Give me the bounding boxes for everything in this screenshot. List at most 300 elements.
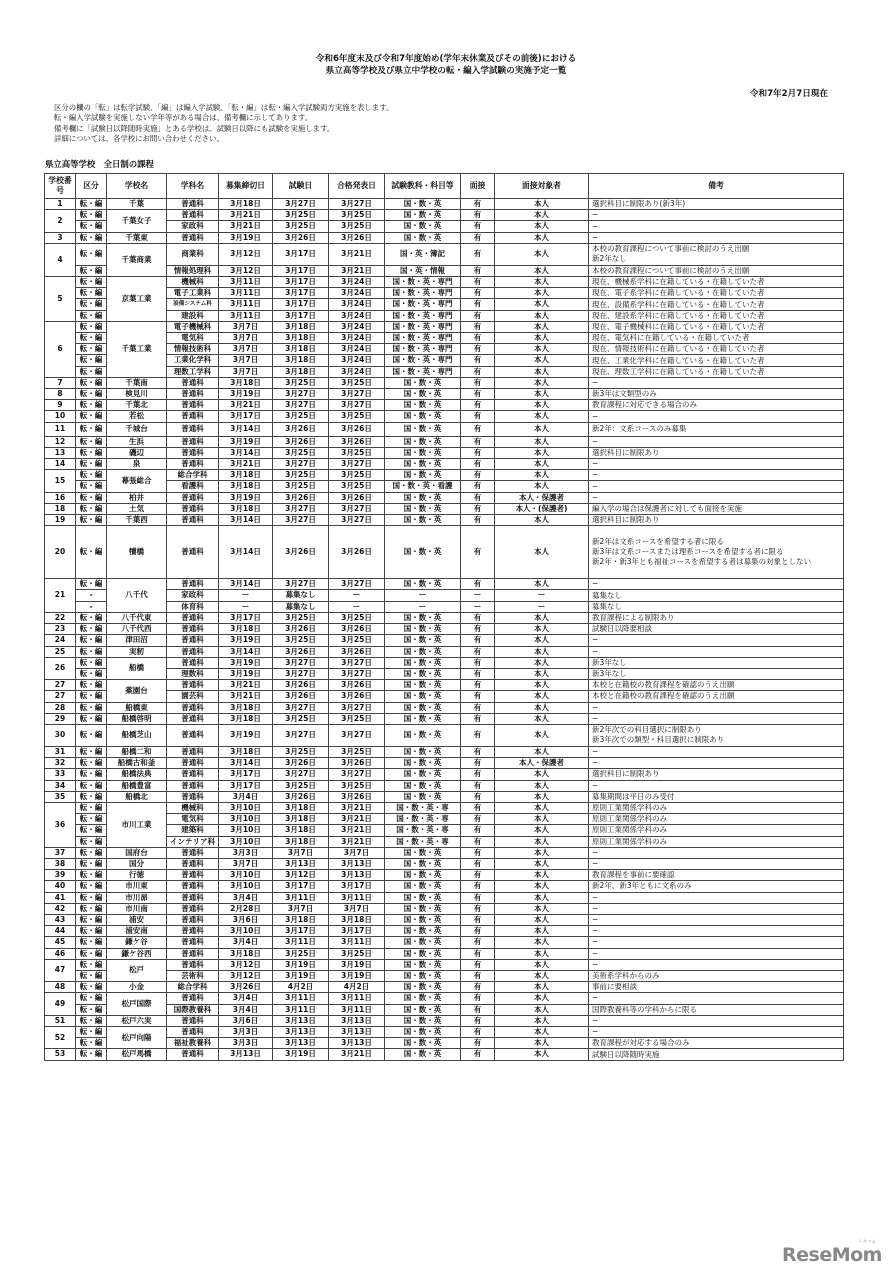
remarks: − <box>589 926 844 937</box>
subjects: 国・数・英 <box>385 411 461 422</box>
table-row <box>45 948 844 959</box>
deadline: 2月28日 <box>219 903 273 914</box>
school-name: 松戸向陽 <box>107 1027 167 1049</box>
kubun: 転・編 <box>76 657 107 668</box>
deadline: 3月4日 <box>219 937 273 948</box>
school-name: 松戸馬橋 <box>107 1049 167 1060</box>
exam: 募集なし <box>273 590 329 601</box>
interviewee: 本人 <box>495 243 589 265</box>
school-name: 鎌ケ谷 <box>107 937 167 948</box>
kubun: 転・編 <box>76 959 107 970</box>
interviewee: 本人 <box>495 903 589 914</box>
department: 機械科 <box>167 802 219 813</box>
deadline: 3月7日 <box>219 366 273 377</box>
remarks: 教育課程に対応できる場合のみ <box>589 400 844 411</box>
deadline: 3月12日 <box>219 970 273 981</box>
result: 3月21日 <box>329 1049 385 1060</box>
school-name: 小金 <box>107 982 167 993</box>
interviewee: 本人 <box>495 1027 589 1038</box>
interview: 有 <box>461 746 495 757</box>
table-row <box>45 982 844 993</box>
deadline: 3月18日 <box>219 470 273 481</box>
table-row <box>45 635 844 646</box>
interview: 有 <box>461 355 495 366</box>
department: 普通科 <box>167 389 219 400</box>
interview: 有 <box>461 769 495 780</box>
department: 国際教養科 <box>167 1004 219 1015</box>
interviewee: 本人 <box>495 635 589 646</box>
remarks: 募集なし <box>589 590 844 601</box>
subjects: 国・数・英 <box>385 926 461 937</box>
kubun: 転・編 <box>76 470 107 481</box>
subjects: 国・数・英 <box>385 982 461 993</box>
result: 3月26日 <box>329 758 385 769</box>
interviewee: 本人 <box>495 422 589 436</box>
interviewee: 本人 <box>495 724 589 746</box>
interview: 有 <box>461 657 495 668</box>
deadline: 3月19日 <box>219 389 273 400</box>
kubun: - <box>76 590 107 601</box>
subjects: 国・数・英 <box>385 691 461 702</box>
school-number: 16 <box>45 492 76 503</box>
school-name: 津田沼 <box>107 635 167 646</box>
note-line: 詳細については、各学校にお問い合わせください。 <box>54 133 224 143</box>
table-row <box>45 624 844 635</box>
school-number: 14 <box>45 459 76 470</box>
exam: 3月25日 <box>273 481 329 492</box>
result: 3月13日 <box>329 1027 385 1038</box>
subjects: 国・数・英・専門 <box>385 355 461 366</box>
remarks: − <box>589 758 844 769</box>
subjects: 国・数・英 <box>385 1004 461 1015</box>
remarks: 現在、電子機械科に在籍している・在籍していた者 <box>589 321 844 332</box>
interview: 有 <box>461 288 495 299</box>
school-number: 26 <box>45 657 76 679</box>
result: 3月25日 <box>329 713 385 724</box>
table-row <box>45 515 844 526</box>
kubun: - <box>76 601 107 612</box>
interviewee: 本人 <box>495 265 589 276</box>
school-number: 36 <box>45 802 76 847</box>
interviewee: 本人 <box>495 702 589 713</box>
kubun: 転・編 <box>76 344 107 355</box>
table-row <box>45 702 844 713</box>
exam: 3月27日 <box>273 503 329 514</box>
kubun: 転・編 <box>76 299 107 310</box>
section-title: 県立高等学校 全日制の課程 <box>45 159 154 169</box>
department: 機械科 <box>167 277 219 288</box>
interview: 有 <box>461 948 495 959</box>
remarks: − <box>589 892 844 903</box>
interview: 有 <box>461 612 495 623</box>
school-name: 生浜 <box>107 436 167 447</box>
remarks: 新2年次での科目選択に制限あり 新3年次での類型・科目選択に制限あり <box>589 724 844 746</box>
remarks: 現在、機械系学科に在籍している・在籍していた者 <box>589 277 844 288</box>
deadline: 3月21日 <box>219 691 273 702</box>
remarks: 現在、情報技術科に在籍している・在籍していた者 <box>589 344 844 355</box>
kubun: 転・編 <box>76 355 107 366</box>
interview: 有 <box>461 1004 495 1015</box>
deadline: 3月18日 <box>219 702 273 713</box>
department: 電気科 <box>167 333 219 344</box>
remarks: − <box>589 702 844 713</box>
interviewee: 本人 <box>495 847 589 858</box>
table-row <box>45 422 844 436</box>
remarks: − <box>589 436 844 447</box>
department: 商業科 <box>167 243 219 265</box>
exam: 3月27日 <box>273 389 329 400</box>
kubun: 転・編 <box>76 791 107 802</box>
interview: 有 <box>461 825 495 836</box>
remarks: − <box>589 959 844 970</box>
deadline: 3月10日 <box>219 881 273 892</box>
remarks: 試験日以降要相談 <box>589 624 844 635</box>
header-subjects: 試験教科・科目等 <box>385 174 461 199</box>
result: 3月11日 <box>329 1004 385 1015</box>
school-number: 34 <box>45 780 76 791</box>
interview: 有 <box>461 970 495 981</box>
school-name: 行徳 <box>107 870 167 881</box>
remarks: 新3年は文類型のみ <box>589 389 844 400</box>
interview: 有 <box>461 713 495 724</box>
table-row <box>45 724 844 746</box>
school-number: 22 <box>45 612 76 623</box>
remarks: 本校の教育課程について事前に検討のうえ出願 新2年なし <box>589 243 844 265</box>
department: 普通科 <box>167 926 219 937</box>
subjects: 国・数・英 <box>385 635 461 646</box>
table-row <box>45 657 844 668</box>
school-number: 46 <box>45 948 76 959</box>
subjects: 国・数・英 <box>385 724 461 746</box>
exam: 4月2日 <box>273 982 329 993</box>
department: 普通科 <box>167 948 219 959</box>
result: 3月24日 <box>329 310 385 321</box>
interview: 有 <box>461 503 495 514</box>
result: 3月27日 <box>329 579 385 590</box>
interview: 有 <box>461 668 495 679</box>
exam: 3月27日 <box>273 769 329 780</box>
school-number: 4 <box>45 243 76 276</box>
school-name: 千葉南 <box>107 377 167 388</box>
deadline: 3月11日 <box>219 288 273 299</box>
header-remarks: 備考 <box>589 174 844 199</box>
result: 3月26日 <box>329 691 385 702</box>
department: 工業化学科 <box>167 355 219 366</box>
exam: 3月26日 <box>273 526 329 579</box>
department: 芸術科 <box>167 970 219 981</box>
deadline: 3月7日 <box>219 344 273 355</box>
remarks: 現在、理数工学科に在籍している・在籍していた者 <box>589 366 844 377</box>
remarks: − <box>589 903 844 914</box>
department: 普通科 <box>167 903 219 914</box>
deadline: 3月18日 <box>219 713 273 724</box>
result: 3月11日 <box>329 993 385 1004</box>
school-name: 松戸国際 <box>107 993 167 1015</box>
result: ー <box>329 601 385 612</box>
kubun: 転・編 <box>76 903 107 914</box>
header-deadline: 募集締切日 <box>219 174 273 199</box>
deadline: 3月21日 <box>219 680 273 691</box>
interview: 有 <box>461 914 495 925</box>
remarks: − <box>589 492 844 503</box>
exam: 3月26日 <box>273 680 329 691</box>
school-number: 21 <box>45 579 76 613</box>
deadline: 3月21日 <box>219 459 273 470</box>
table-row <box>45 526 844 579</box>
subjects: 国・数・英 <box>385 892 461 903</box>
note-line: 区分の欄の「転」は転学試験、「編」は編入学試験、「転・編」は転・編入学試験両方実施を表します。 <box>54 103 394 112</box>
department: 普通科 <box>167 870 219 881</box>
interview: 有 <box>461 691 495 702</box>
kubun: 転・編 <box>76 1004 107 1015</box>
subjects: 国・数・英 <box>385 1049 461 1060</box>
interview: 有 <box>461 791 495 802</box>
kubun: 転・編 <box>76 802 107 813</box>
department: 普通科 <box>167 680 219 691</box>
result: 3月27日 <box>329 389 385 400</box>
department: 普通科 <box>167 713 219 724</box>
deadline: 3月6日 <box>219 1015 273 1026</box>
result: 3月24日 <box>329 288 385 299</box>
kubun: 転・編 <box>76 221 107 232</box>
remarks: − <box>589 470 844 481</box>
interview: 有 <box>461 447 495 458</box>
school-name: 浦安 <box>107 914 167 925</box>
result: 3月26日 <box>329 422 385 436</box>
remarks: 原則工業関係学科のみ <box>589 825 844 836</box>
interviewee: 本人 <box>495 1015 589 1026</box>
interviewee: 本人 <box>495 948 589 959</box>
interview: 有 <box>461 982 495 993</box>
kubun: 転・編 <box>76 265 107 276</box>
result: 3月24日 <box>329 366 385 377</box>
subjects: 国・数・英 <box>385 436 461 447</box>
interview: 有 <box>461 277 495 288</box>
department: 普通科 <box>167 1027 219 1038</box>
school-number: 24 <box>45 635 76 646</box>
interview: 有 <box>461 702 495 713</box>
subjects: 国・数・英 <box>385 646 461 657</box>
interview: 有 <box>461 680 495 691</box>
school-name: 国分 <box>107 858 167 869</box>
subjects: 国・数・英・専門 <box>385 366 461 377</box>
interview: 有 <box>461 847 495 858</box>
school-name: 千葉東 <box>107 232 167 243</box>
note-line: 備考欄に「試験日以降随時実施」とある学校は、試験日以降にも試験を実施します。 <box>54 123 335 133</box>
exam: 3月25日 <box>273 210 329 221</box>
subjects: ー <box>385 590 461 601</box>
interview: 有 <box>461 221 495 232</box>
interviewee: 本人 <box>495 858 589 869</box>
school-name: 八千代西 <box>107 624 167 635</box>
school-number: 18 <box>45 503 76 514</box>
school-number: 27 <box>45 680 76 691</box>
interviewee: 本人 <box>495 389 589 400</box>
subjects: 国・数・英 <box>385 515 461 526</box>
interview: 有 <box>461 299 495 310</box>
interviewee: 本人・(保護者) <box>495 503 589 514</box>
department: 普通科 <box>167 858 219 869</box>
kubun: 転・編 <box>76 481 107 492</box>
kubun: 転・編 <box>76 982 107 993</box>
exam: 募集なし <box>273 601 329 612</box>
interviewee: 本人 <box>495 1049 589 1060</box>
interview: 有 <box>461 333 495 344</box>
school-number: 51 <box>45 1015 76 1026</box>
exam: 3月18日 <box>273 914 329 925</box>
school-name: 土気 <box>107 503 167 514</box>
subjects: 国・数・英 <box>385 199 461 210</box>
interview: 有 <box>461 579 495 590</box>
kubun: 転・編 <box>76 288 107 299</box>
table-row <box>45 780 844 791</box>
department: 普通科 <box>167 612 219 623</box>
result: 3月11日 <box>329 937 385 948</box>
exam: 3月27日 <box>273 724 329 746</box>
kubun: 転・編 <box>76 492 107 503</box>
deadline: 3月17日 <box>219 612 273 623</box>
note-line: 転・編入学試験を実施しない学年等がある場合は、備考欄に示してあります。 <box>54 113 313 123</box>
school-name: 幕張総合 <box>107 470 167 492</box>
interviewee: 本人 <box>495 680 589 691</box>
deadline: 3月11日 <box>219 310 273 321</box>
school-name: 市川東 <box>107 881 167 892</box>
interviewee: 本人 <box>495 232 589 243</box>
subjects: 国・数・英 <box>385 903 461 914</box>
school-number: 30 <box>45 724 76 746</box>
interviewee: 本人 <box>495 333 589 344</box>
kubun: 転・編 <box>76 612 107 623</box>
result: 3月24日 <box>329 299 385 310</box>
kubun: 転・編 <box>76 724 107 746</box>
table-row <box>45 277 844 288</box>
school-number: 10 <box>45 411 76 422</box>
table-row <box>45 470 844 481</box>
document-title-line2: 県立高等学校及び県立中学校の転・編入学試験の実施予定一覧 <box>325 66 567 76</box>
result: 3月11日 <box>329 892 385 903</box>
kubun: 転・編 <box>76 243 107 265</box>
table-row <box>45 937 844 948</box>
deadline: 3月10日 <box>219 814 273 825</box>
subjects: 国・数・英・専 <box>385 802 461 813</box>
subjects: 国・数・英・専門 <box>385 277 461 288</box>
deadline: 3月7日 <box>219 858 273 869</box>
interviewee: 本人 <box>495 892 589 903</box>
kubun: 転・編 <box>76 624 107 635</box>
exam: 3月19日 <box>273 959 329 970</box>
kubun: 転・編 <box>76 579 107 590</box>
kubun: 転・編 <box>76 400 107 411</box>
deadline: 3月3日 <box>219 1027 273 1038</box>
exam: 3月17日 <box>273 926 329 937</box>
kubun: 転・編 <box>76 780 107 791</box>
exam: 3月18日 <box>273 814 329 825</box>
interview: 有 <box>461 724 495 746</box>
result: 3月24日 <box>329 333 385 344</box>
department: 家政科 <box>167 221 219 232</box>
school-number: 33 <box>45 769 76 780</box>
exam: 3月18日 <box>273 321 329 332</box>
remarks: 現在、設備系学科に在籍している・在籍していた者 <box>589 299 844 310</box>
exam: 3月25日 <box>273 447 329 458</box>
interviewee: 本人 <box>495 321 589 332</box>
header-interviewee: 面接対象者 <box>495 174 589 199</box>
exam: 3月17日 <box>273 881 329 892</box>
interview: 有 <box>461 993 495 1004</box>
deadline: 3月26日 <box>219 982 273 993</box>
exam: 3月13日 <box>273 1027 329 1038</box>
interviewee: 本人 <box>495 579 589 590</box>
exam: 3月27日 <box>273 702 329 713</box>
header-exam: 試験日 <box>273 174 329 199</box>
remarks: 試験日以降随時実施 <box>589 1049 844 1060</box>
subjects: 国・数・英 <box>385 579 461 590</box>
department: 普通科 <box>167 657 219 668</box>
interviewee: 本人 <box>495 400 589 411</box>
school-name: 八千代 <box>107 579 167 613</box>
result: 3月26日 <box>329 232 385 243</box>
table-row <box>45 881 844 892</box>
subjects: 国・数・英 <box>385 526 461 579</box>
result: 3月25日 <box>329 447 385 458</box>
table-row <box>45 243 844 265</box>
deadline: 3月18日 <box>219 199 273 210</box>
deadline: 3月21日 <box>219 221 273 232</box>
interviewee: 本人 <box>495 612 589 623</box>
subjects: 国・数・英 <box>385 780 461 791</box>
header-result: 合格発表日 <box>329 174 385 199</box>
remarks: 新3年なし <box>589 657 844 668</box>
remarks: 国際教養科等の学科からに限る <box>589 1004 844 1015</box>
table-row <box>45 713 844 724</box>
department: 普通科 <box>167 746 219 757</box>
deadline: 3月18日 <box>219 746 273 757</box>
deadline: 3月10日 <box>219 926 273 937</box>
kubun: 転・編 <box>76 503 107 514</box>
interviewee: 本人 <box>495 344 589 355</box>
interviewee: 本人 <box>495 355 589 366</box>
deadline: 3月19日 <box>219 635 273 646</box>
result: 3月27日 <box>329 199 385 210</box>
department: 普通科 <box>167 459 219 470</box>
subjects: 国・数・英 <box>385 210 461 221</box>
exam: 3月27日 <box>273 199 329 210</box>
table-row <box>45 459 844 470</box>
exam-schedule-table <box>44 173 844 1061</box>
school-number: 28 <box>45 702 76 713</box>
deadline: 3月18日 <box>219 377 273 388</box>
remarks: 現在、電子系学科に在籍している・在籍していた者 <box>589 288 844 299</box>
interviewee: 本人 <box>495 791 589 802</box>
deadline: 3月17日 <box>219 769 273 780</box>
school-number: 9 <box>45 400 76 411</box>
exam: 3月27日 <box>273 668 329 679</box>
interviewee: 本人 <box>495 470 589 481</box>
subjects: 国・数・英 <box>385 914 461 925</box>
interview: 有 <box>461 1015 495 1026</box>
kubun: 転・編 <box>76 232 107 243</box>
department: 普通科 <box>167 422 219 436</box>
exam: 3月18日 <box>273 366 329 377</box>
exam: 3月25日 <box>273 411 329 422</box>
school-name: 泉 <box>107 459 167 470</box>
table-row <box>45 377 844 388</box>
kubun: 転・編 <box>76 1015 107 1026</box>
subjects: 国・数・英 <box>385 970 461 981</box>
deadline: 3月17日 <box>219 780 273 791</box>
remarks: − <box>589 858 844 869</box>
interview: 有 <box>461 892 495 903</box>
